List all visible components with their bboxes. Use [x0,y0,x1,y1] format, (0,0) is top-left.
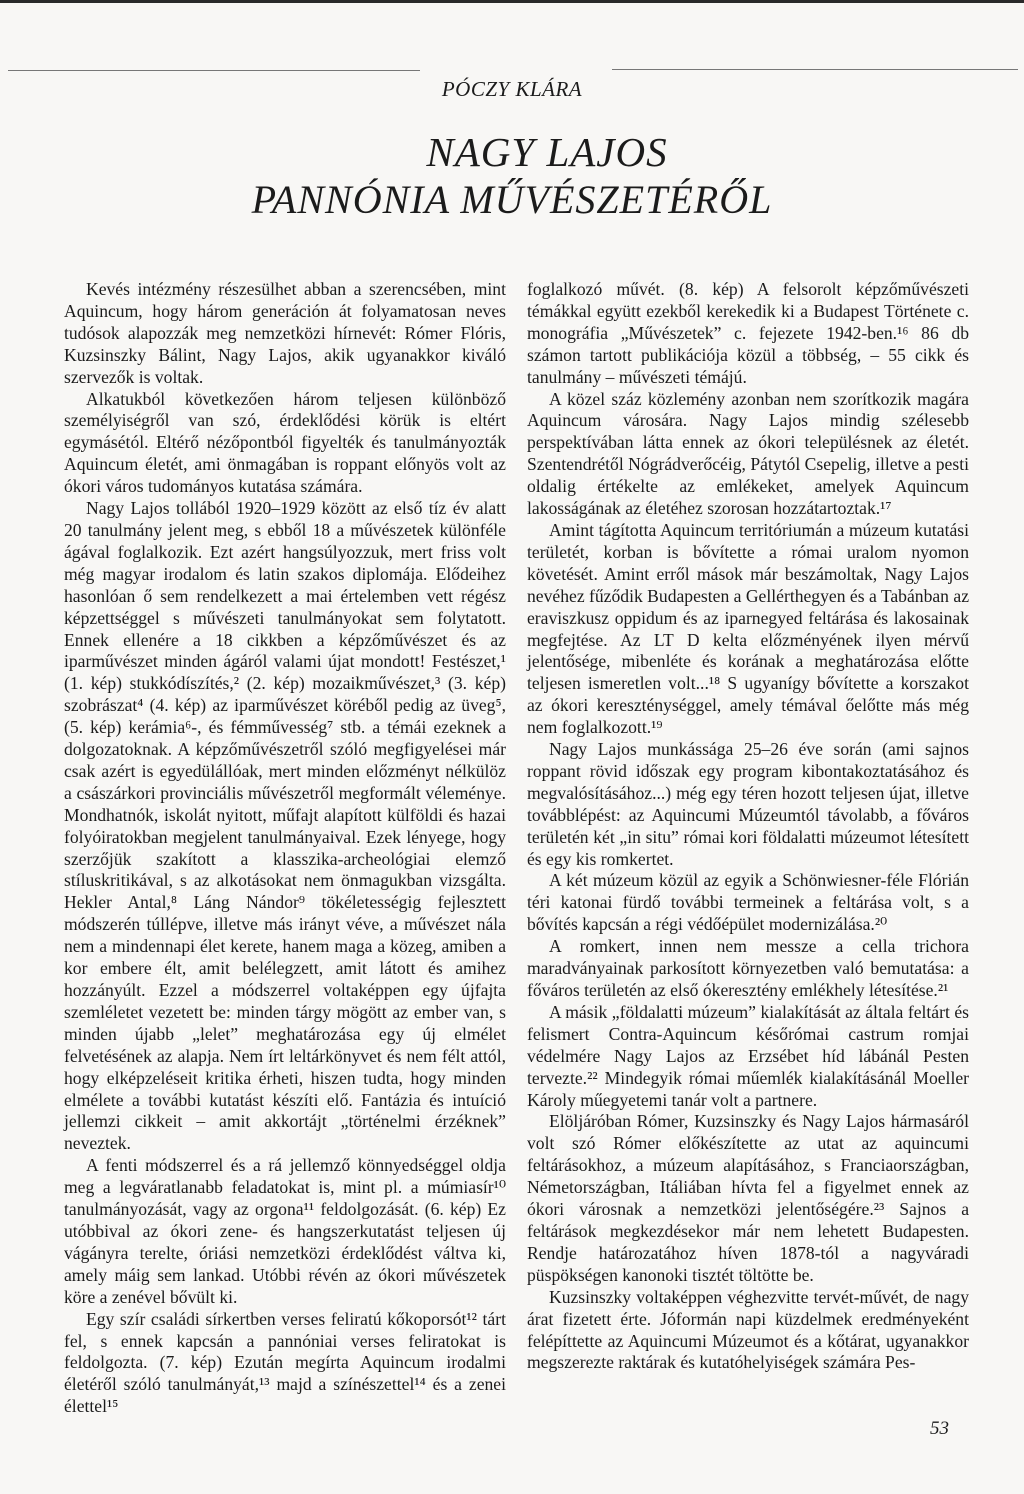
article-title-line-1: NAGY LAJOS [426,129,668,175]
paragraph: A két múzeum közül az egyik a Schönwiesner-féle Flórián téri katonai fürdő további termeinek a feltárása volt, s a bővítés kapcsán a régi védőépület modernizálása.²⁰ [527,870,969,935]
paragraph: Amint tágította Aquincum territóriumán a múzeum kutatási területét, korban is bővítette a római uralom nyomon követését. Amint erről mások már beszámoltak, Nagy Lajos nevéhez fűződik Budapesten a Gellérthegyen és a Tabánban az eraviszkusz oppidum és az iparnegyed feltárása és lakosainak megfejtése. Az LT D kelta előzményének ilyen mérvű jelentősége, mibenléte és korának a meghatározása előtte teljesen ismeretlen volt...¹⁸ S ugyanígy bővítette a korszakot az ókori kereszténységgel, amely témával őelőtte más még nem foglalkozott.¹⁹ [527,519,969,738]
paragraph: A közel száz közlemény azonban nem szorítkozik magára Aquincum városára. Nagy Lajos mindig szélesebb perspektívában látta ennek az ókori településnek az életét. Szentendrétől Nógrádverőcéig, Pátytól Csepelig, illetve a pesti oldalig értékelte az emlékeket, amelyek Aquincum lakosságának az életéhez szorosan hozzátartoztak.¹⁷ [527,388,969,519]
header-rule-right [612,69,1018,70]
right-column [527,279,969,1374]
author-name: PÓCZY KLÁRA [441,77,583,101]
paragraph: Kevés intézmény részesülhet abban a szerencsében, mint Aquincum, hogy három generáción át folyamatosan neves tudósok alapozzák meg nemzetközi hírnevét: Rómer Flóris, Kuzsinszky Bálint, Nagy Lajos, akik ugyanakkor kiváló szervezők is voltak. [64,279,506,387]
paragraph: A fenti módszerrel és a rá jellemző könnyedséggel oldja meg a legváratlanabb feladatokat is, mint pl. a múmiasír¹⁰ tanulmányozását, vagy az orgona¹¹ feldolgozását. (6. kép) Ez utóbbival az ókori zene- és hangszerkutatást teljesen új vágányra terelte, óriási nemzetközi érdeklődést váltva ki, amely máig sem lankad. Utóbbi révén az ókori művészetek köre a zenével bővült ki. [64,1155,506,1307]
paragraph: Elöljáróban Rómer, Kuzsinszky és Nagy Lajos hármasáról volt szó Rómer előkészítette az utat az aquincumi feltárásokhoz, a múzeum alapításához, s Franciaországban, Németországban, Itáliában hívta fel a figyelmet ennek az ókori városnak a nemzetközi jelentőségére.²³ Sajnos a feltárások megkezdésekor már nem lehetett Budapesten. Rendje határozatához híven 1878-tól a nagyváradi püspökségen kanonoki tisztét töltötte be. [527,1111,969,1285]
paragraph: A másik „földalatti múzeum” kialakítását az általa feltárt és felismert Contra-Aquincum későrómai castrum romjai védelmére Nagy Lajos az Erzsébet híd lábánál Pesten tervezte.²² Mindegyik római műemlék kialakításánál Moeller Károly műegyetemi tanár volt a partnere. [527,1001,969,1110]
page-number: 53 [930,1418,949,1439]
paragraph: Kuzsinszky voltaképpen véghezvitte tervét-művét, de nagy árat fizetett érte. Jóformán napi küzdelmek eredményeként felépíttette az Aquincumi Múzeumot és a kőtárat, ugyanakkor megszerezte raktárak és kutatóhelyiségek számára Pes- [527,1286,969,1373]
paragraph: Nagy Lajos tollából 1920–1929 között az első tíz év alatt 20 tanulmány jelent meg, s ebből 18 a művészetek különféle ágával foglalkozik. Ezt azért hangsúlyozzuk, mert friss volt még magyar irodalom és latin szakos diplomája. Elődeihez hasonlóan ő sem rendelkezett a mai értelemben vett régész képzettséggel s művészeti tanulmányokat sem folytatott. Ennek ellenére a 18 cikkben a képzőművészet és az iparművészet minden ágáról valami újat mondott! Festészet,¹ (1. kép) stukkódíszítés,² (2. kép) mozaikművészet,³ (3. kép) szobrászat⁴ (4. kép) az iparművészet köréből pedig az üveg⁵, (5. kép) kerámia⁶-, és fémművesség⁷ stb. a témái ezeknek a dolgozatoknak. A képzőművészetről szóló megfigyelései már csak azért is egyedülállóak, mert minden előzményt nélkülöz a császárkori provinciális művészetről megformált véleménye. Mondhatnók, iskolát nyitott, műfajt alapított külföldi és hazai folyóiratokban megjelent tanulmányaival. Ezek lényege, hogy szerzőjük szakított a klasszika-archeológiai elemző stíluskritikával, s az alkotásokat nem önmagukban vizsgálta. Hekler Antal,⁸ Láng Nándor⁹ tökéletességig fejlesztett módszerén túllépve, illetve más irányt véve, a művészet nála nem a mindennapi élet kerete, hanem maga a közeg, amiben a kor embere élt, amit belélegzett, amit látott és amihez hozzányúlt. Ezzel a módszerrel voltaképpen egy újfajta szemléletet vezetett be: minden tárgy mögött az ember van, s minden újabb „lelet” meghatározása egy új elmélet felvetésének az alapja. Nem írt leltárkönyvet és nem félt attól, hogy elképzeléseit kritika érheti, hiszen tudta, hogy minden elmélete a további kutatást készíti elő. Fantázia és intuíció jellemzi cikkeit – amit akkortájt „történelmi érzéknek” neveztek. [64,498,506,1154]
paragraph: Nagy Lajos munkássága 25–26 éve során (ami sajnos roppant rövid időszak egy program kibontakoztatásához és megvalósításához...) még egy téren hozott teljesen újat, illetve továbblépést: az Aquincumi Múzeumtól távolabb, a főváros területén két „in situ” római kori földalatti múzeumot létesített és egy kis romkertet. [527,739,969,869]
paragraph: Alkatukból következően három teljesen különböző személyiségről van szó, érdeklődési körük is eltért egymásétól. Eltérő nézőpontból figyelték és tanulmányozták Aquincum életét, ami önmagában is roppant előnyös volt az ókori város tudományos kutatása számára. [64,388,506,497]
header-rule-left [8,70,420,71]
top-rule [0,0,1024,3]
paragraph: A romkert, innen nem messze a cella trichora maradványainak parkosított környezetben való bemutatása: a főváros területén az első ókeresztény emlékhely létesítése.²¹ [527,936,969,1000]
paragraph: Egy szír családi sírkertben verses feliratú kőkoporsót¹² tárt fel, s ennek kapcsán a pannóniai verses feliratokat is feldolgozta. (7. kép) Ezután megírta Aquincum irodalmi életéről szóló tanulmányát,¹³ majd a színészettel¹⁴ és a zenei élettel¹⁵ [64,1308,506,1417]
article-title-line-2: PANNÓNIA MŰVÉSZETÉRŐL [251,177,773,222]
left-column [64,279,506,1418]
paragraph: foglalkozó művét. (8. kép) A felsorolt képzőművészeti témákkal együtt ezekből kerekedik ki a Budapest Története c. monográfia „Művészetek” c. fejezete 1942-ben.¹⁶ 86 db számon tartott publikációja közül a többség, – 55 cikk és tanulmány – művészeti témájú. [527,279,969,387]
